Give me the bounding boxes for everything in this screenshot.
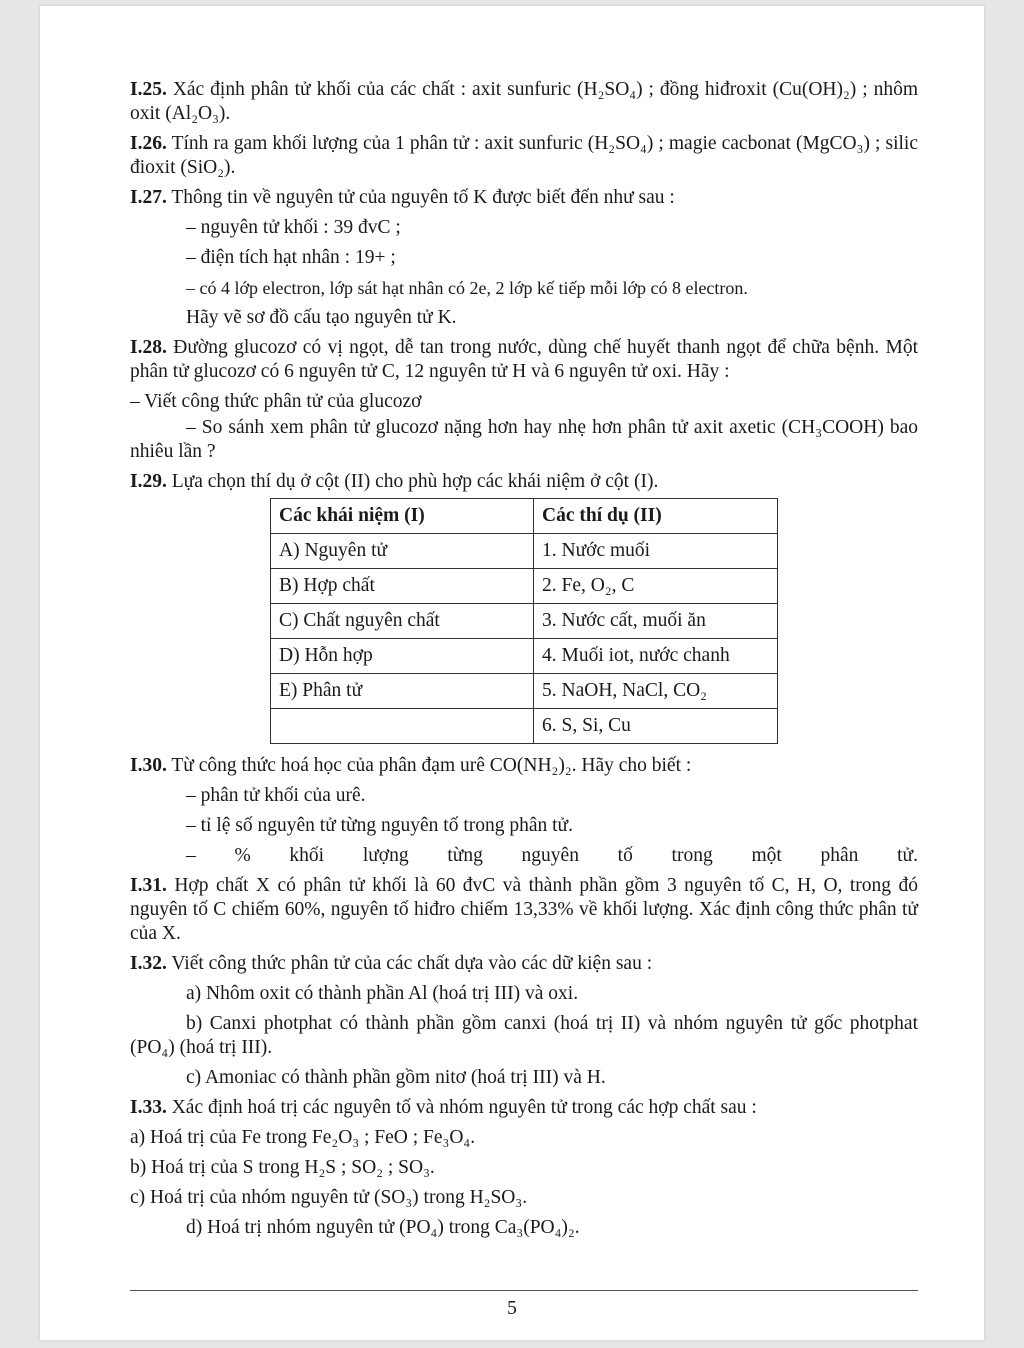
footer-divider — [130, 1290, 918, 1291]
list-item: – So sánh xem phân tử glucozơ nặng hơn hay nhẹ hơn phân tử axit axetic (CH₃COOH) bao nhiêu lần ? — [130, 417, 918, 462]
column-header: Các khái niệm (I) — [271, 499, 534, 534]
exercise-text: Viết công thức phân tử của các chất dựa vào các dữ kiện sau : — [171, 953, 653, 974]
table-header-row — [271, 499, 778, 534]
exercise-1-26 — [130, 132, 918, 180]
table-cell: B) Hợp chất — [271, 569, 534, 604]
exercise-1-33 — [130, 1096, 918, 1120]
list-item: – có 4 lớp electron, lớp sát hạt nhân có 2e, 2 lớp kế tiếp mỗi lớp có 8 electron. — [186, 278, 748, 298]
exercise-text: Xác định hoá trị các nguyên tố và nhóm nguyên tử trong các hợp chất sau : — [171, 1097, 757, 1118]
table-cell: 4. Muối iot, nước chanh — [534, 639, 778, 674]
table-cell: D) Hỗn hợp — [271, 639, 534, 674]
table-row — [271, 709, 778, 744]
exercise-text: Xác định phân tử khối của các chất : axit sunfuric (H₂SO₄) ; đồng hiđroxit (Cu(OH)₂) ; nhôm oxit (Al₂O₃). — [130, 79, 919, 124]
concepts-table — [270, 498, 778, 744]
list-item: – % khối lượng từng nguyên tố trong một phân tử. — [186, 845, 918, 866]
table-cell — [271, 709, 534, 744]
table-cell: 1. Nước muối — [534, 534, 778, 569]
list-item: – điện tích hạt nhân : 19+ ; — [186, 247, 396, 268]
sub-item: b) Canxi photphat có thành phần gồm canxi (hoá trị II) và nhóm nguyên tử gốc photphat (PO₄) (hoá trị III). — [130, 1013, 918, 1058]
exercise-1-25 — [130, 78, 918, 126]
sub-item: c) Amoniac có thành phần gồm nitơ (hoá trị III) và H. — [186, 1067, 606, 1088]
exercise-1-29 — [130, 470, 918, 494]
table-row — [271, 674, 778, 709]
sub-item: b) Hoá trị của S trong H₂S ; SO₂ ; SO₃. — [130, 1157, 435, 1178]
table-row — [271, 604, 778, 639]
table-cell: 6. S, Si, Cu — [534, 709, 778, 744]
table-cell: E) Phân tử — [271, 674, 534, 709]
exercise-1-28 — [130, 336, 918, 384]
list-item: – nguyên tử khối : 39 đvC ; — [186, 217, 401, 238]
sub-item: a) Nhôm oxit có thành phần Al (hoá trị III) và oxi. — [186, 983, 579, 1004]
exercise-text: Thông tin về nguyên tử của nguyên tố K được biết đến như sau : — [171, 187, 675, 208]
exercise-number: I.30. — [130, 755, 167, 776]
table-cell: 3. Nước cất, muối ăn — [534, 604, 778, 639]
table-cell: 5. NaOH, NaCl, CO₂ — [534, 674, 778, 709]
exercise-text: Tính ra gam khối lượng của 1 phân tử : axit sunfuric (H₂SO₄) ; magie cacbonat (MgCO₃) ; silic đioxit (SiO₂). — [130, 133, 918, 178]
exercise-number: I.26. — [130, 133, 167, 154]
table-cell: 2. Fe, O₂, C — [534, 569, 778, 604]
sub-item: d) Hoá trị nhóm nguyên tử (PO₄) trong Ca₃(PO₄)₂. — [186, 1217, 580, 1238]
exercise-number: I.28. — [130, 337, 167, 358]
exercise-1-32 — [130, 952, 918, 976]
exercise-number: I.32. — [130, 953, 167, 974]
exercise-text: Hợp chất X có phân tử khối là 60 đvC và thành phần gồm 3 nguyên tố C, H, O, trong đó nguyên tố C chiếm 60%, nguyên tố hiđro chiếm 13,33% về khối lượng. Xác định công thức phân tử của X. — [130, 875, 919, 944]
exercise-number: I.29. — [130, 471, 167, 492]
column-header: Các thí dụ (II) — [534, 499, 778, 534]
exercise-number: I.27. — [130, 187, 167, 208]
sub-item: c) Hoá trị của nhóm nguyên tử (SO₃) trong H₂SO₃. — [130, 1187, 528, 1208]
table-row — [271, 639, 778, 674]
page-number: 5 — [507, 1298, 517, 1319]
table-cell: A) Nguyên tử — [271, 534, 534, 569]
exercise-1-31 — [130, 874, 918, 946]
sub-item: a) Hoá trị của Fe trong Fe₂O₃ ; FeO ; Fe₃O₄. — [130, 1127, 476, 1148]
exercise-1-30 — [130, 754, 918, 778]
exercise-number: I.33. — [130, 1097, 167, 1118]
list-item: – phân tử khối của urê. — [186, 785, 366, 806]
table-row — [271, 569, 778, 604]
table-cell: C) Chất nguyên chất — [271, 604, 534, 639]
exercise-text: Lựa chọn thí dụ ở cột (II) cho phù hợp các khái niệm ở cột (I). — [171, 471, 659, 492]
exercise-number: I.31. — [130, 875, 167, 896]
table-row — [271, 534, 778, 569]
exercise-task: Hãy vẽ sơ đồ cấu tạo nguyên tử K. — [186, 307, 457, 328]
list-item: – Viết công thức phân tử của glucozơ — [130, 391, 422, 412]
exercise-number: I.25. — [130, 79, 167, 100]
document-page — [40, 6, 984, 1340]
list-item: – tỉ lệ số nguyên tử từng nguyên tố trong phân tử. — [186, 815, 574, 836]
exercise-1-27 — [130, 186, 918, 210]
exercise-text: Đường glucozơ có vị ngọt, dễ tan trong nước, dùng chế huyết thanh ngọt để chữa bệnh. Một phân tử glucozơ có 6 nguyên tử C, 12 nguyên tử H và 6 nguyên tử oxi. Hãy : — [130, 337, 918, 382]
page-content — [130, 78, 918, 1246]
exercise-text: Từ công thức hoá học của phân đạm urê CO(NH₂)₂. Hãy cho biết : — [171, 755, 692, 776]
